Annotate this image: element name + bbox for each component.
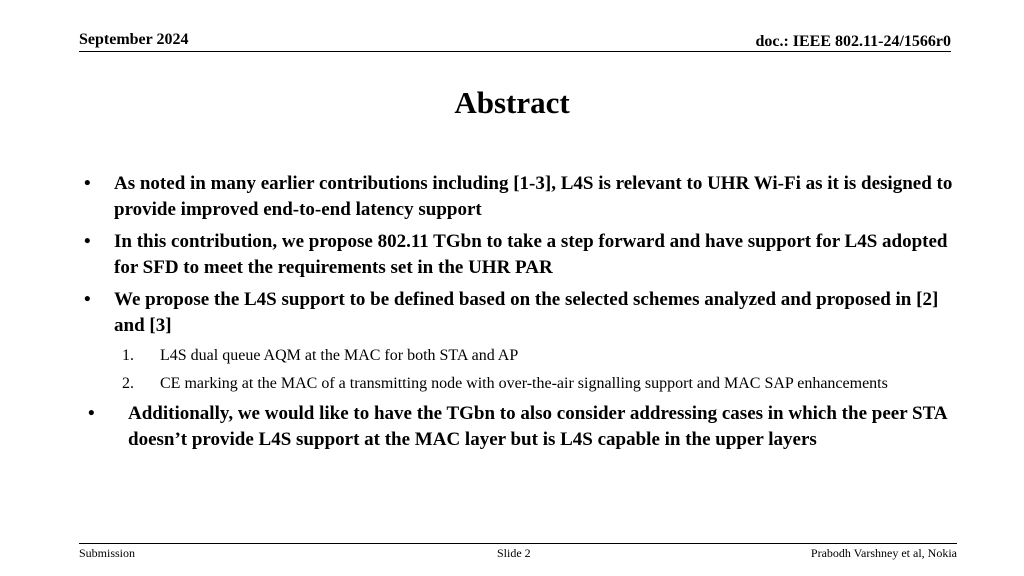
numbered-item [84,373,954,394]
bullet-dot: • [88,403,95,424]
bullet-item [84,287,954,339]
item-number: 2. [122,375,134,392]
footer-rule [79,543,957,544]
bullet-dot: • [84,289,91,310]
bullet-dot: • [84,231,91,252]
item-number: 1. [122,347,134,364]
header-date: September 2024 [79,31,189,48]
bullet-dot: • [84,173,91,194]
item-text: L4S dual queue AQM at the MAC for both STA and AP [160,347,519,364]
bullet-item [84,229,954,281]
footer-submission: Submission [79,546,136,560]
header-rule [79,51,951,52]
bullet-item [84,171,954,223]
bullet-text: As noted in many earlier contributions including [1-3], L4S is relevant to UHR Wi-Fi as it is designed to provide improved end-to-end latency support [114,173,953,220]
slide-title: Abstract [454,85,570,120]
bullet-list [84,171,954,459]
bullet-item [84,401,954,453]
bullet-text: We propose the L4S support to be defined based on the selected schemes analyzed and proposed in [2] and [3] [114,289,939,336]
footer-slide-number: Slide 2 [497,546,531,560]
footer-author: Prabodh Varshney et al, Nokia [810,546,957,560]
numbered-item [84,345,954,366]
header-doc-id: doc.: IEEE 802.11-24/1566r0 [755,33,951,50]
item-text: CE marking at the MAC of a transmitting node with over-the-air signalling support and MAC SAP enhancements [160,375,888,392]
numbered-sub-list [84,345,954,394]
bullet-text: In this contribution, we propose 802.11 TGbn to take a step forward and have support for L4S adopted for SFD to meet the requirements set in the UHR PAR [114,231,948,278]
bullet-text: Additionally, we would like to have the TGbn to also consider addressing cases in which the peer STA doesn’t provide L4S support at the MAC layer but is L4S capable in the upper layers [128,403,947,450]
